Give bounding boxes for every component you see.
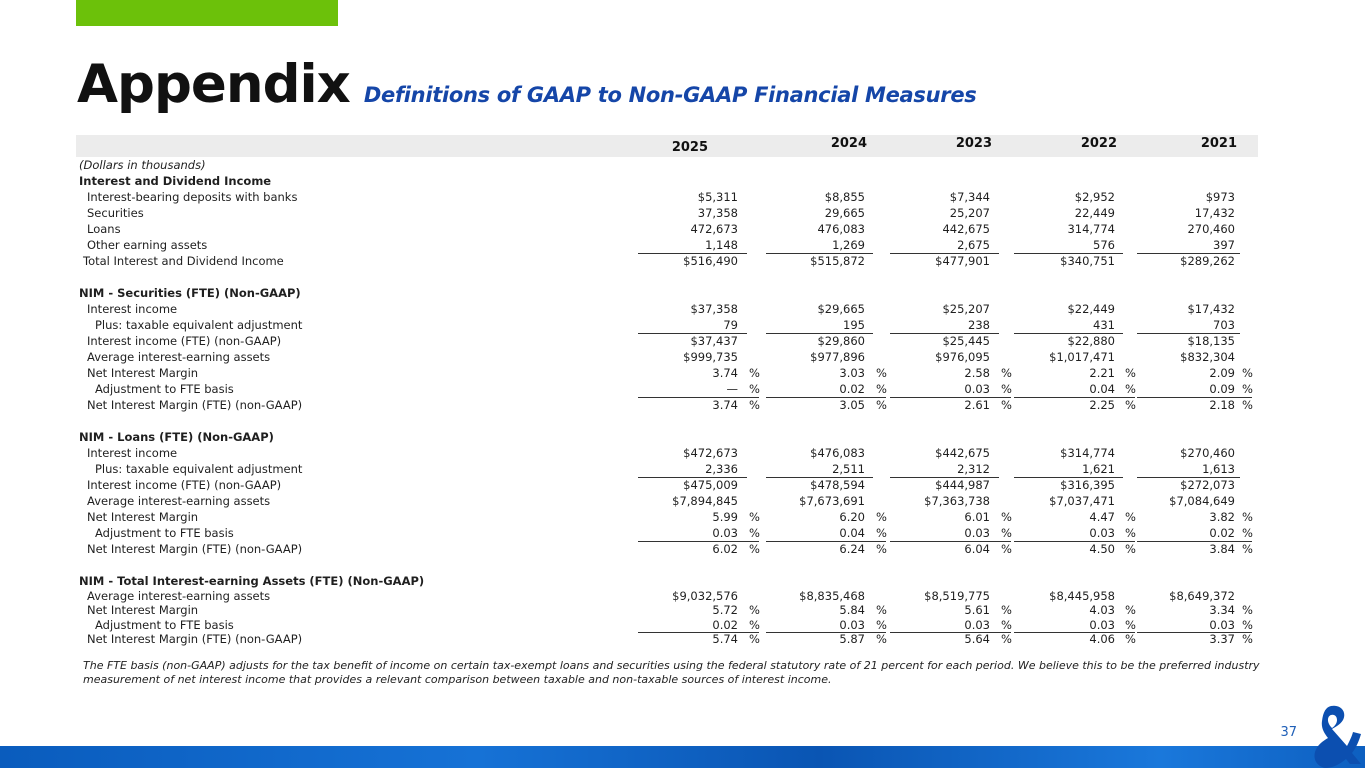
row-label: Adjustment to FTE basis [95, 526, 234, 540]
percent-sign: % [749, 617, 760, 632]
cell-2024: 0.02 [839, 382, 865, 396]
cell-2025: — [726, 382, 738, 396]
row-label: Securities [87, 206, 144, 220]
percent-sign: % [1242, 510, 1253, 524]
cell-2024: 2,511 [832, 462, 865, 476]
row-label: Net Interest Margin [87, 510, 199, 524]
cell-2024: $29,665 [817, 302, 865, 316]
table-row [76, 317, 1258, 333]
table-header-row [76, 135, 1258, 157]
cell-2024: 476,083 [817, 222, 865, 236]
row-label: Plus: taxable equivalent adjustment [95, 462, 303, 476]
cell-2024: 29,665 [824, 206, 865, 220]
cell-2023: $25,445 [942, 334, 990, 348]
cell-2025: $5,311 [697, 190, 738, 204]
table-row [76, 381, 1258, 397]
cell-2023: $8,519,775 [924, 589, 990, 603]
percent-sign: % [1001, 526, 1012, 540]
row-label: Net Interest Margin [87, 366, 199, 380]
subtotal-rule [766, 253, 873, 254]
cell-2025: 5.74 [712, 631, 738, 646]
table-row [76, 493, 1258, 509]
cell-2021: 3.82 [1209, 510, 1235, 524]
percent-sign: % [876, 366, 887, 380]
table-row [76, 445, 1258, 461]
spacer-row [76, 269, 1258, 285]
cell-2025: $472,673 [683, 446, 738, 460]
percent-sign: % [876, 617, 887, 632]
percent-sign: % [1001, 603, 1012, 618]
cell-2022: 2.25 [1089, 398, 1115, 412]
cell-2021: $289,262 [1180, 254, 1235, 268]
percent-sign: % [1125, 631, 1136, 646]
table-row [76, 632, 1258, 646]
cell-2022: $314,774 [1060, 446, 1115, 460]
percent-sign: % [749, 526, 760, 540]
percent-sign: % [749, 366, 760, 380]
cell-2024: 195 [843, 318, 865, 332]
cell-2021: 0.02 [1209, 526, 1235, 540]
subtotal-rule [1014, 333, 1123, 334]
row-label: Interest income (FTE) (non-GAAP) [87, 334, 282, 348]
accent-bar [76, 0, 338, 26]
row-label: Net Interest Margin (FTE) (non-GAAP) [87, 398, 303, 412]
subtotal-rule [638, 253, 747, 254]
cell-2021: $17,432 [1187, 302, 1235, 316]
cell-2023: 0.03 [964, 526, 990, 540]
cell-2025: 472,673 [690, 222, 738, 236]
cell-2021: 0.03 [1209, 617, 1235, 632]
cell-2025: 0.03 [712, 526, 738, 540]
percent-sign: % [876, 398, 887, 412]
percent-sign: % [876, 542, 887, 556]
cell-2021: $8,649,372 [1169, 589, 1235, 603]
row-label: Adjustment to FTE basis [95, 617, 234, 632]
cell-2023: 2,675 [957, 238, 990, 252]
footnote: The FTE basis (non-GAAP) adjusts for the tax benefit of income on certain tax-exempt loans and securities using the federal statutory rate of 21 percent for each period. We believe this to be the preferred industry measurement of net interest income that provides a relevant comparison between taxable and non-taxable sources of interest income. [83, 659, 1260, 686]
cell-2022: 1,621 [1082, 462, 1115, 476]
cell-2024: 6.24 [839, 542, 865, 556]
spacer-row [76, 557, 1258, 573]
cell-2021: 3.34 [1209, 603, 1235, 618]
table-row [76, 589, 1258, 603]
cell-2023: 442,675 [942, 222, 990, 236]
cell-2021: 270,460 [1187, 222, 1235, 236]
cell-2021: 397 [1213, 238, 1235, 252]
percent-sign: % [876, 631, 887, 646]
cell-2021: 17,432 [1194, 206, 1235, 220]
cell-2025: $7,894,845 [672, 494, 738, 508]
cell-2023: 2.61 [964, 398, 990, 412]
cell-2023: 0.03 [964, 617, 990, 632]
percent-sign: % [1001, 617, 1012, 632]
cell-2021: $270,460 [1180, 446, 1235, 460]
cell-2023: 238 [968, 318, 990, 332]
subtotal-rule [1014, 632, 1135, 633]
year-header-2025: 2025 [671, 140, 708, 155]
cell-2021: $832,304 [1180, 350, 1235, 364]
cell-2025: 5.72 [712, 603, 738, 618]
cell-2022: 4.03 [1089, 603, 1115, 618]
cell-2021: 3.84 [1209, 542, 1235, 556]
cell-2021: 1,613 [1202, 462, 1235, 476]
cell-2023: $444,987 [935, 478, 990, 492]
cell-2022: 22,449 [1074, 206, 1115, 220]
page-number: 37 [1280, 725, 1297, 740]
year-header-2024: 2024 [830, 136, 867, 151]
cell-2022: $22,449 [1067, 302, 1115, 316]
subtotal-rule [890, 632, 1011, 633]
cell-2024: $29,860 [817, 334, 865, 348]
subtotal-rule [890, 541, 1011, 542]
cell-2022: $2,952 [1074, 190, 1115, 204]
percent-sign: % [1125, 526, 1136, 540]
subtotal-rule [766, 477, 873, 478]
section-title: NIM - Loans (FTE) (Non-GAAP) [79, 430, 274, 444]
cell-2025: 2,336 [705, 462, 738, 476]
cell-2022: $1,017,471 [1049, 350, 1115, 364]
subtotal-rule [1014, 253, 1123, 254]
percent-sign: % [1001, 510, 1012, 524]
subtotal-rule [1137, 253, 1240, 254]
percent-sign: % [876, 510, 887, 524]
cell-2021: $272,073 [1180, 478, 1235, 492]
page-title: Appendix [77, 54, 350, 115]
table-row [76, 221, 1258, 237]
subtotal-rule [890, 397, 1011, 398]
percent-sign: % [1242, 542, 1253, 556]
percent-sign: % [749, 398, 760, 412]
row-label: Interest-bearing deposits with banks [87, 190, 298, 204]
table-body [76, 173, 1258, 646]
subtotal-rule [638, 333, 747, 334]
percent-sign: % [1125, 366, 1136, 380]
table-row [76, 237, 1258, 253]
cell-2023: $7,363,738 [924, 494, 990, 508]
row-label: Loans [87, 222, 121, 236]
cell-2025: 3.74 [712, 398, 738, 412]
cell-2025: $999,735 [683, 350, 738, 364]
percent-sign: % [749, 382, 760, 396]
percent-sign: % [749, 631, 760, 646]
section-header-row [76, 429, 1258, 445]
percent-sign: % [1242, 603, 1253, 618]
percent-sign: % [876, 526, 887, 540]
cell-2025: $516,490 [683, 254, 738, 268]
cell-2023: 6.01 [964, 510, 990, 524]
table-row [76, 618, 1258, 632]
cell-2021: $7,084,649 [1169, 494, 1235, 508]
row-label: Other earning assets [87, 238, 208, 252]
section-title: NIM - Total Interest-earning Assets (FTE) (Non-GAAP) [79, 574, 425, 588]
subtotal-rule [638, 477, 747, 478]
subtotal-rule [766, 632, 886, 633]
slide-title [77, 54, 976, 115]
table-row [76, 301, 1258, 317]
subtotal-rule [638, 632, 759, 633]
row-label: Average interest-earning assets [87, 589, 271, 603]
percent-sign: % [876, 603, 887, 618]
percent-sign: % [1125, 617, 1136, 632]
subtotal-rule [638, 541, 759, 542]
section-title: Interest and Dividend Income [79, 174, 272, 188]
cell-2022: 0.04 [1089, 382, 1115, 396]
year-header-2021: 2021 [1200, 136, 1237, 151]
cell-2024: $7,673,691 [799, 494, 865, 508]
cell-2023: 5.64 [964, 631, 990, 646]
cell-2022: $8,445,958 [1049, 589, 1115, 603]
subtotal-rule [1014, 397, 1135, 398]
row-label: Average interest-earning assets [87, 350, 271, 364]
cell-2024: 6.20 [839, 510, 865, 524]
percent-sign: % [1125, 510, 1136, 524]
ampersand-logo-icon [1295, 698, 1365, 768]
cell-2022: 431 [1093, 318, 1115, 332]
percent-sign: % [1125, 382, 1136, 396]
percent-sign: % [1001, 398, 1012, 412]
cell-2021: 0.09 [1209, 382, 1235, 396]
cell-2021: 703 [1213, 318, 1235, 332]
cell-2023: $7,344 [949, 190, 990, 204]
percent-sign: % [1242, 631, 1253, 646]
percent-sign: % [749, 603, 760, 618]
percent-sign: % [1242, 382, 1253, 396]
bottom-band [0, 746, 1365, 768]
cell-2023: $477,901 [935, 254, 990, 268]
row-label: Plus: taxable equivalent adjustment [95, 318, 303, 332]
cell-2022: 4.50 [1089, 542, 1115, 556]
percent-sign: % [749, 510, 760, 524]
subtotal-rule [1137, 333, 1240, 334]
year-header-2023: 2023 [955, 136, 992, 151]
subtotal-rule [890, 477, 999, 478]
subtotal-rule [890, 333, 999, 334]
table-row [76, 205, 1258, 221]
page-subtitle: Definitions of GAAP to Non-GAAP Financial Measures [363, 83, 977, 107]
cell-2023: 2,312 [957, 462, 990, 476]
cell-2024: 5.87 [839, 631, 865, 646]
cell-2025: $9,032,576 [672, 589, 738, 603]
table-row [76, 397, 1258, 413]
cell-2024: 3.05 [839, 398, 865, 412]
section-header-row [76, 285, 1258, 301]
row-label: Interest income [87, 302, 178, 316]
cell-2022: $316,395 [1060, 478, 1115, 492]
cell-2021: 2.18 [1209, 398, 1235, 412]
table-row [76, 333, 1258, 349]
cell-2024: 3.03 [839, 366, 865, 380]
cell-2025: 0.02 [712, 617, 738, 632]
subtotal-rule [1137, 541, 1252, 542]
subtotal-rule [766, 333, 873, 334]
row-label: Interest income (FTE) (non-GAAP) [87, 478, 282, 492]
cell-2024: $8,835,468 [799, 589, 865, 603]
table-row [76, 365, 1258, 381]
cell-2025: $37,437 [690, 334, 738, 348]
cell-2023: 2.58 [964, 366, 990, 380]
units-note: (Dollars in thousands) [79, 158, 206, 172]
row-label: Adjustment to FTE basis [95, 382, 234, 396]
cell-2024: $515,872 [810, 254, 865, 268]
percent-sign: % [1001, 631, 1012, 646]
subtotal-rule [1137, 397, 1252, 398]
subtotal-rule [638, 397, 759, 398]
percent-sign: % [1001, 366, 1012, 380]
row-label: Net Interest Margin (FTE) (non-GAAP) [87, 542, 303, 556]
percent-sign: % [1242, 526, 1253, 540]
section-header-row [76, 173, 1258, 189]
subtotal-rule [890, 253, 999, 254]
cell-2021: $973 [1205, 190, 1235, 204]
units-note-row [76, 157, 1258, 173]
cell-2023: 0.03 [964, 382, 990, 396]
percent-sign: % [1242, 398, 1253, 412]
percent-sign: % [1125, 603, 1136, 618]
cell-2022: 314,774 [1067, 222, 1115, 236]
percent-sign: % [1125, 398, 1136, 412]
financial-table [76, 135, 1258, 646]
cell-2023: 5.61 [964, 603, 990, 618]
subtotal-rule [766, 397, 886, 398]
cell-2023: $25,207 [942, 302, 990, 316]
cell-2025: 79 [723, 318, 738, 332]
row-label: Net Interest Margin (FTE) (non-GAAP) [87, 631, 303, 646]
table-row [76, 541, 1258, 557]
cell-2022: 2.21 [1089, 366, 1115, 380]
section-header-row [76, 573, 1258, 589]
row-label: Total Interest and Dividend Income [83, 254, 284, 268]
cell-2023: 6.04 [964, 542, 990, 556]
cell-2025: $475,009 [683, 478, 738, 492]
percent-sign: % [876, 382, 887, 396]
subtotal-rule [766, 541, 886, 542]
subtotal-rule [1137, 477, 1240, 478]
cell-2024: 0.04 [839, 526, 865, 540]
section-title: NIM - Securities (FTE) (Non-GAAP) [79, 286, 301, 300]
cell-2022: 576 [1093, 238, 1115, 252]
subtotal-rule [1014, 477, 1123, 478]
percent-sign: % [1001, 542, 1012, 556]
cell-2023: 25,207 [949, 206, 990, 220]
row-label: Average interest-earning assets [87, 494, 271, 508]
cell-2022: 0.03 [1089, 617, 1115, 632]
row-label: Interest income [87, 446, 178, 460]
table-row [76, 509, 1258, 525]
cell-2025: 5.99 [712, 510, 738, 524]
cell-2024: $8,855 [824, 190, 865, 204]
table-row [76, 603, 1258, 617]
cell-2025: 6.02 [712, 542, 738, 556]
cell-2024: 1,269 [832, 238, 865, 252]
cell-2021: 2.09 [1209, 366, 1235, 380]
table-row [76, 253, 1258, 269]
table-row [76, 189, 1258, 205]
percent-sign: % [1242, 366, 1253, 380]
cell-2023: $976,095 [935, 350, 990, 364]
cell-2025: 3.74 [712, 366, 738, 380]
cell-2024: $476,083 [810, 446, 865, 460]
table-row [76, 525, 1258, 541]
cell-2022: $22,880 [1067, 334, 1115, 348]
cell-2024: 0.03 [839, 617, 865, 632]
table-row [76, 349, 1258, 365]
cell-2021: $18,135 [1187, 334, 1235, 348]
percent-sign: % [749, 542, 760, 556]
percent-sign: % [1001, 382, 1012, 396]
spacer-row [76, 413, 1258, 429]
cell-2022: 0.03 [1089, 526, 1115, 540]
cell-2022: 4.47 [1089, 510, 1115, 524]
subtotal-rule [1014, 541, 1135, 542]
cell-2025: 1,148 [705, 238, 738, 252]
cell-2022: 4.06 [1089, 631, 1115, 646]
subtotal-rule [1137, 632, 1252, 633]
cell-2025: $37,358 [690, 302, 738, 316]
cell-2022: $340,751 [1060, 254, 1115, 268]
cell-2021: 3.37 [1209, 631, 1235, 646]
table-row [76, 477, 1258, 493]
cell-2023: $442,675 [935, 446, 990, 460]
percent-sign: % [1242, 617, 1253, 632]
year-header-2022: 2022 [1080, 136, 1117, 151]
row-label: Net Interest Margin [87, 603, 199, 618]
cell-2024: $977,896 [810, 350, 865, 364]
cell-2022: $7,037,471 [1049, 494, 1115, 508]
table-row [76, 461, 1258, 477]
cell-2025: 37,358 [697, 206, 738, 220]
cell-2024: $478,594 [810, 478, 865, 492]
cell-2024: 5.84 [839, 603, 865, 618]
percent-sign: % [1125, 542, 1136, 556]
